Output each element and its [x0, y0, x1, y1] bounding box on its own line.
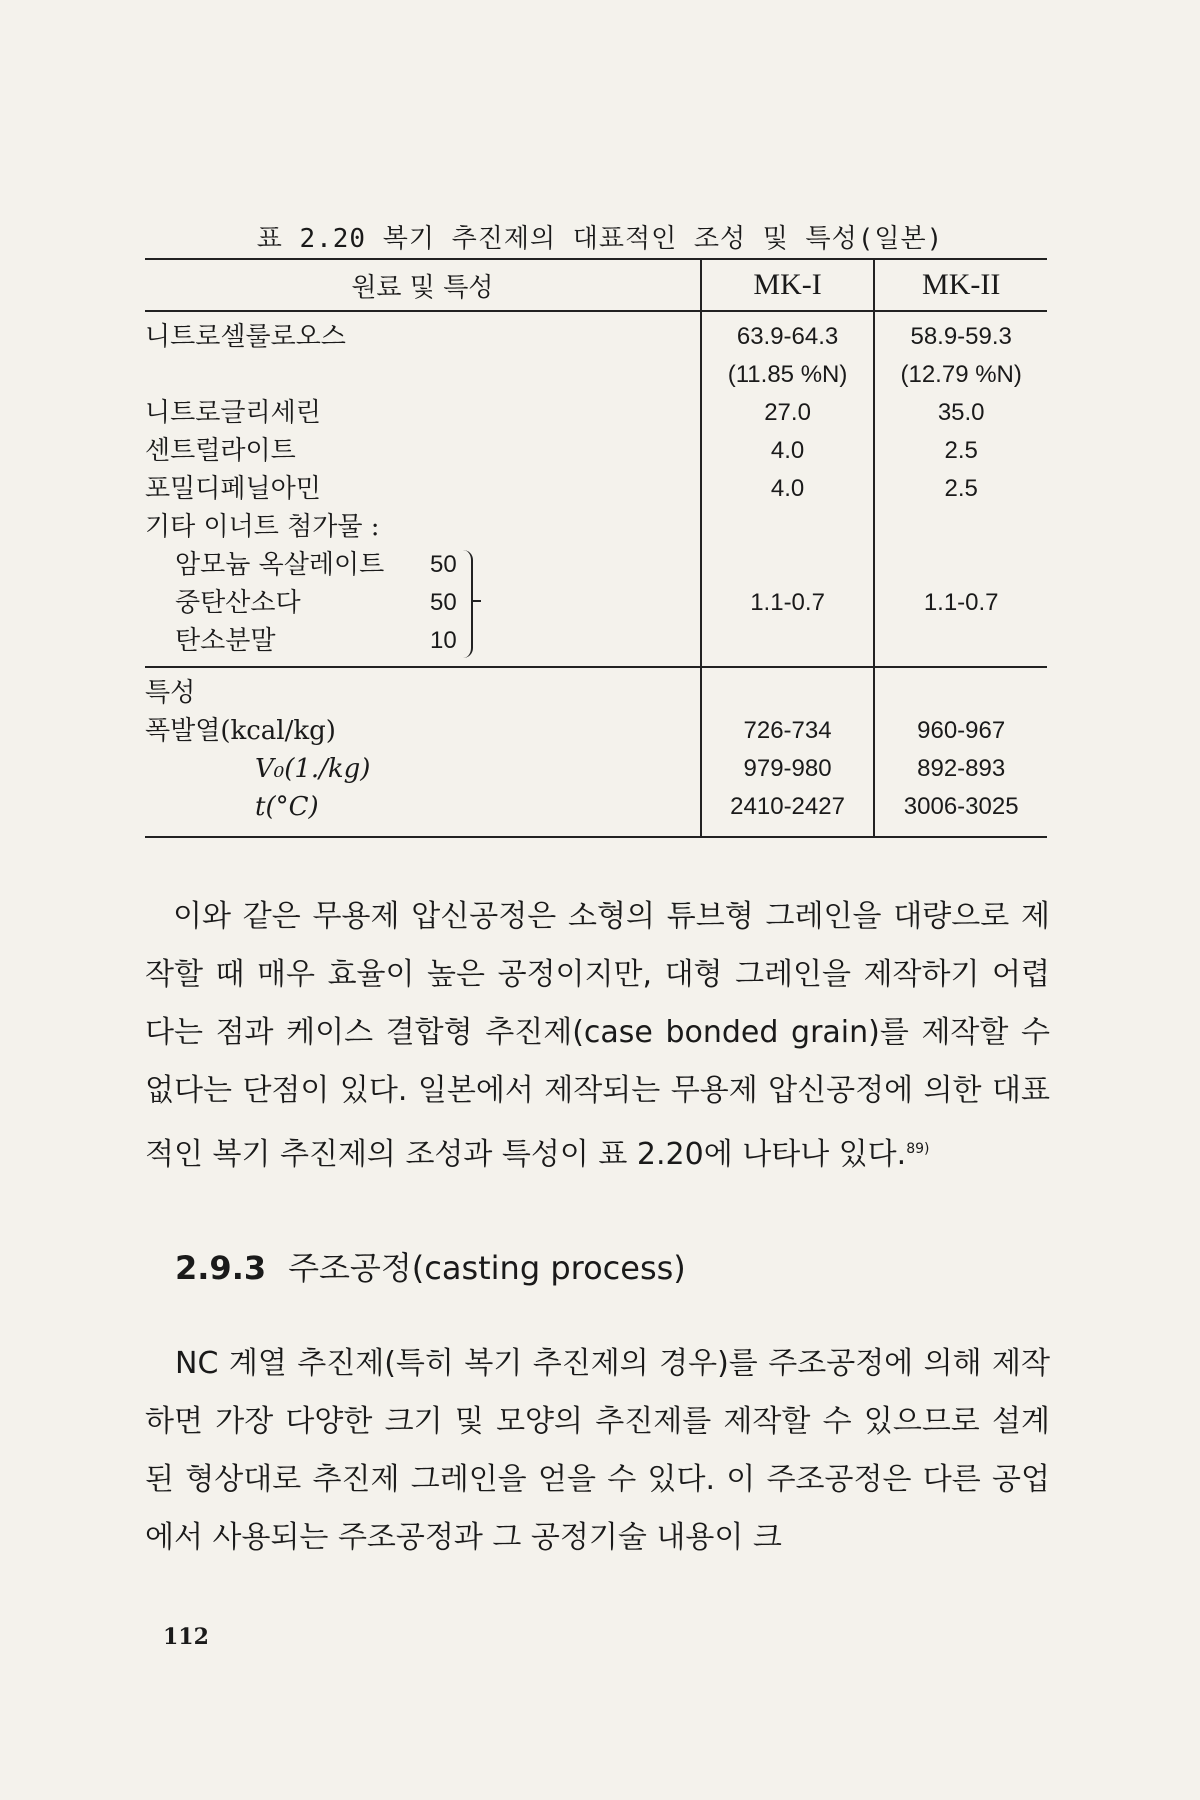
brace-icon	[461, 550, 473, 658]
mk1-value: 27.0	[764, 399, 811, 426]
header-material: 원료 및 특성	[145, 259, 701, 311]
mk2-value	[875, 508, 1047, 546]
mk1-prop: 979-980	[743, 755, 832, 782]
additive-amount: 10	[430, 627, 457, 654]
header-mk2: MK-II	[874, 259, 1047, 311]
mk2-additive-value: 1.1-0.7	[923, 589, 999, 616]
mk1-prop: 2410-2427	[730, 793, 845, 820]
additive-amount: 50	[430, 551, 457, 578]
section-heading	[175, 1243, 686, 1289]
mk2-value: 35.0	[937, 399, 985, 426]
mk1-additive-value: 1.1-0.7	[750, 589, 825, 616]
additive-item	[145, 546, 700, 584]
mk1-prop: 726-734	[743, 717, 832, 744]
mk2-prop: 892-893	[917, 755, 1006, 782]
mk1-value: 4.0	[770, 475, 805, 502]
additive-name: 중탄산소다	[175, 588, 301, 618]
composition-table	[145, 258, 1047, 838]
additive-name: 탄소분말	[175, 626, 276, 656]
reference-number: 89)	[906, 1141, 930, 1157]
additive-list	[145, 546, 700, 660]
table-row	[145, 311, 1047, 667]
row-label: 니트로셀룰로오스	[145, 322, 346, 352]
table-row	[145, 667, 1047, 837]
prop-label: V₀(1./kg)	[255, 754, 371, 784]
additive-name: 암모늄 옥살레이트	[175, 550, 385, 580]
row-label: 기타 이너트 첨가물 :	[145, 512, 380, 542]
mk2-value: 58.9-59.3	[910, 323, 1012, 350]
additive-item	[145, 622, 700, 660]
props-title: 특성	[145, 678, 196, 708]
mk1-value: 4.0	[770, 437, 805, 464]
mk2-prop: 3006-3025	[903, 793, 1019, 820]
prop-label: t(°C)	[255, 792, 319, 822]
mk1-value: 63.9-64.3	[736, 323, 839, 350]
table-caption: 표 2.20 복기 추진제의 대표적인 조성 및 특성(일본)	[256, 224, 944, 254]
section-title: 주조공정(casting process)	[288, 1249, 686, 1287]
section-number: 2.9.3	[175, 1249, 267, 1287]
mk1-value	[702, 508, 874, 546]
paragraph	[145, 888, 1050, 1184]
additive-amount: 50	[430, 589, 457, 616]
row-label: 센트럴라이트	[145, 436, 296, 466]
mk1-value: (11.85 %N)	[727, 361, 848, 388]
paragraph: NC 계열 추진제(특히 복기 추진제의 경우)를 주조공정에 의해 제작하면 가장 다양한 크기 및 모양의 추진제를 제작할 수 있으므로 설계된 형상대로 추진제 그레인을 얻을 수 있다. 이 주조공정은 다른 공업에서 사용되는 주조공정과 그 공정기술 내용이 크	[145, 1346, 1050, 1555]
row-label: 니트로글리세린	[145, 398, 321, 428]
header-mk1: MK-I	[701, 259, 875, 311]
mk2-prop: 960-967	[917, 717, 1006, 744]
mk2-value: 2.5	[944, 437, 978, 464]
paragraph-text: 이와 같은 무용제 압신공정은 소형의 튜브형 그레인을 대량으로 제작할 때 매우 효율이 높은 공정이지만, 대형 그레인을 제작하기 어렵다는 점과 케이스 결합형 추진제(case bonded grain)를 제작할 수 없다는 단점이 있다. 일본에서 제작되는 무용제 압신공정에 의한 대표적인 복기 추진제의 조성과 특성이 표 2.20에 나타나 있다.	[145, 899, 1050, 1172]
mk2-value: (12.79 %N)	[900, 361, 1022, 388]
row-label: 포밀디페닐아민	[145, 474, 321, 504]
mk2-value: 2.5	[944, 475, 978, 502]
page-number: 112	[163, 1624, 209, 1650]
additive-item	[145, 584, 700, 622]
row-label	[145, 356, 700, 394]
prop-label: 폭발열(kcal/kg)	[145, 716, 336, 746]
